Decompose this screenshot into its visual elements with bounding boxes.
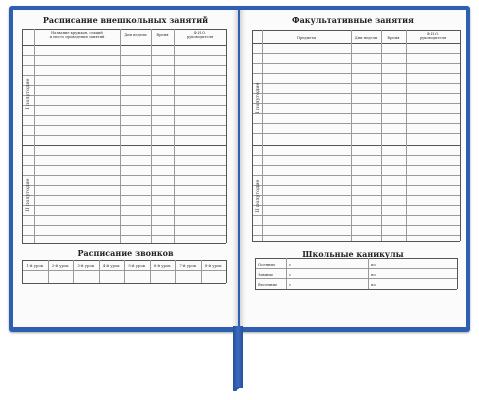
table-rule [252,30,460,31]
table-rule [22,205,226,206]
table-rule [22,125,226,126]
table-rule [368,258,369,289]
table-rule [252,145,460,146]
holidays-title: Школьные каникулы [302,249,404,259]
table-rule [22,45,226,46]
table-rule [34,29,35,243]
table-rule [22,225,226,226]
table-rule [252,185,460,186]
left-page-title: Расписание внешкольных занятий [42,15,209,25]
table-rule [22,65,226,66]
table-rule [252,165,460,166]
table-rule [22,105,226,106]
table-rule [252,123,460,124]
right-header-leader: Ф.И.О. руководителя [419,32,447,41]
table-rule [262,30,263,241]
table-rule [252,195,460,196]
left-header-leader: Ф.И.О. руководителя [186,31,214,40]
right-half-label-2: II полугодие [255,179,261,213]
right-page [240,10,466,327]
table-rule [22,29,226,30]
table-rule [255,289,457,290]
table-rule [22,165,226,166]
left-header-time: Время [156,33,169,37]
lesson-label: 6-й урок [153,262,171,268]
right-half-label-1: I полугодие [255,82,261,114]
right-header-time: Время [387,36,400,40]
table-rule [22,155,226,156]
right-header-subjects: Предметы [296,36,317,40]
table-rule [22,75,226,76]
table-rule [22,55,226,56]
table-rule [174,29,175,243]
table-rule [252,30,253,241]
left-half-label-2: II полугодие [25,178,31,212]
table-rule [120,29,121,243]
table-rule [22,235,226,236]
table-rule [457,258,458,289]
holiday-to: по [371,272,376,277]
table-rule [252,93,460,94]
holiday-season: Весенние [258,282,278,287]
table-rule [381,30,382,241]
table-rule [252,83,460,84]
table-rule [252,73,460,74]
table-rule [22,135,226,136]
table-rule [252,205,460,206]
lesson-label: 1-й урок [26,262,44,268]
lesson-label: 3-й урок [77,262,95,268]
holiday-from: с [289,272,292,277]
right-header-days: Дни недели [354,36,378,40]
holiday-season: Зимние [258,272,274,277]
bells-title: Расписание звонков [77,248,174,258]
table-rule [255,258,256,289]
right-page-title: Факультативные занятия [292,15,414,25]
table-rule [351,30,352,241]
table-rule [226,260,227,283]
holiday-season: Осенние [258,262,276,267]
holiday-from: с [289,282,292,287]
table-rule [252,133,460,134]
table-rule [252,175,460,176]
table-rule [22,185,226,186]
table-rule [252,53,460,54]
left-header-activity: Название кружков, секций и место проведения занятий [49,31,105,40]
table-rule [22,175,226,176]
table-rule [406,30,407,241]
table-rule [22,243,226,244]
table-rule [252,235,460,236]
table-rule [252,43,460,44]
table-rule [460,30,461,241]
table-rule [151,29,152,243]
table-rule [252,63,460,64]
left-header-days: Дни недели [124,33,147,37]
holiday-to: по [371,262,376,267]
table-rule [22,215,226,216]
table-rule [252,241,460,242]
ribbon-bookmark [233,326,243,388]
lesson-label: 7-й урок [179,262,197,268]
holiday-to: по [371,282,376,287]
table-rule [22,115,226,116]
table-rule [22,283,226,284]
table-rule [22,195,226,196]
table-rule [286,258,287,289]
table-rule [22,29,23,243]
table-rule [22,145,226,146]
table-rule [252,103,460,104]
table-rule [252,113,460,114]
holiday-from: с [289,262,292,267]
table-rule [252,215,460,216]
table-rule [22,85,226,86]
table-rule [226,29,227,243]
left-half-label-1: I полугодие [25,78,31,110]
lesson-label: 2-й урок [51,262,69,268]
table-rule [252,155,460,156]
lesson-label: 4-й урок [102,262,120,268]
table-rule [252,225,460,226]
lesson-label: 5-й урок [128,262,146,268]
lesson-label: 8-й урок [204,262,222,268]
table-rule [22,95,226,96]
